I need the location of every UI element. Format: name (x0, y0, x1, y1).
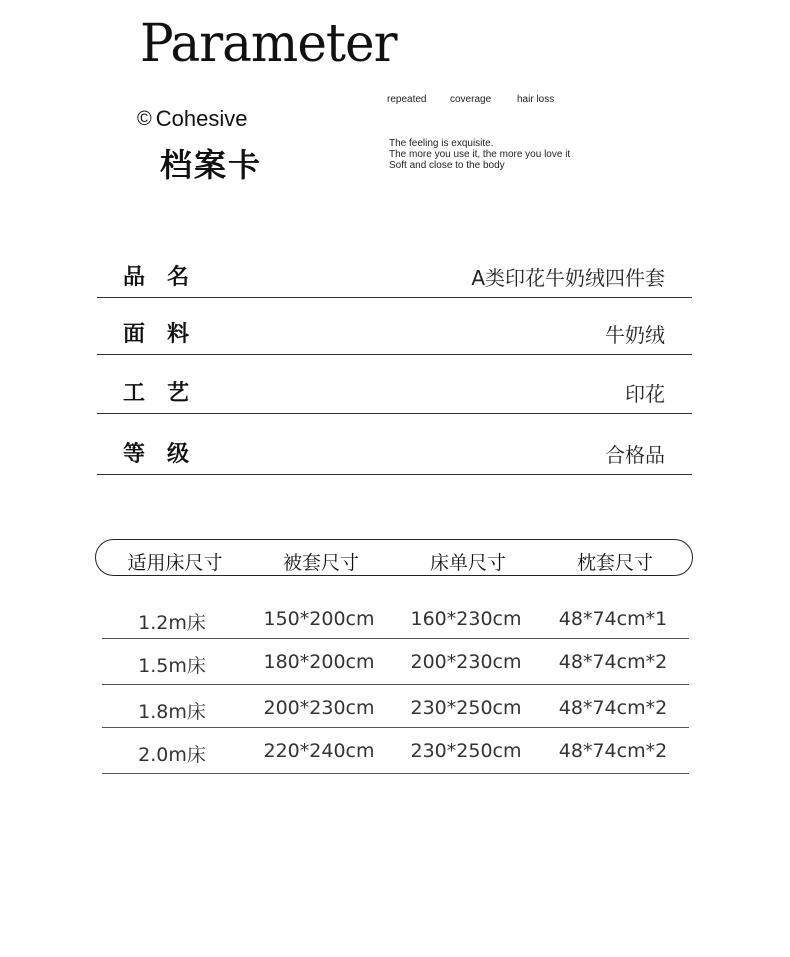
header-bed-size: 适用床尺寸 (127, 552, 223, 574)
table-cell: 1.8m床 (138, 701, 206, 723)
tagline-line: The feeling is exquisite. (389, 138, 494, 149)
table-cell: 1.2m床 (138, 612, 206, 634)
copyright-icon: © (137, 107, 152, 130)
param-value: A类印花牛奶绒四件套 (471, 266, 665, 290)
table-row (102, 639, 689, 685)
table-cell: 220*240cm (263, 740, 375, 762)
tagline-line: The more you use it, the more you love it (389, 149, 571, 160)
table-cell: 230*250cm (410, 740, 522, 762)
tagline-line: Soft and close to the body (389, 160, 505, 171)
param-label: 等级 (123, 442, 212, 467)
table-cell: 1.5m床 (138, 655, 206, 677)
page-title: Parameter (140, 12, 397, 74)
table-cell: 48*74cm*2 (558, 740, 668, 762)
parameter-list (97, 242, 692, 475)
param-label: 品名 (123, 265, 212, 290)
table-cell: 48*74cm*1 (558, 608, 668, 630)
table-cell: 2.0m床 (138, 744, 206, 766)
table-row (102, 685, 689, 728)
param-label: 面料 (123, 322, 212, 347)
brand (137, 106, 247, 132)
param-label: 工艺 (123, 381, 212, 406)
table-cell: 180*200cm (263, 651, 375, 673)
table-cell: 200*230cm (410, 651, 522, 673)
param-row-fabric (97, 298, 692, 355)
param-value: 合格品 (605, 443, 665, 467)
header-sheet-size: 床单尺寸 (429, 552, 507, 574)
table-cell: 48*74cm*2 (558, 651, 668, 673)
param-row-craft (97, 355, 692, 414)
tag-hair-loss: hair loss (517, 94, 555, 105)
param-row-name (97, 242, 692, 298)
tagline (389, 138, 570, 171)
card-title: 档案卡 (160, 146, 263, 184)
table-cell: 48*74cm*2 (558, 697, 668, 719)
table-cell: 230*250cm (410, 697, 522, 719)
param-value: 牛奶绒 (605, 323, 665, 347)
tag-coverage: coverage (450, 94, 492, 105)
table-cell: 160*230cm (410, 608, 522, 630)
table-row (102, 728, 689, 774)
size-table-header (95, 539, 693, 576)
param-value: 印花 (625, 382, 665, 406)
header-duvet-size: 被套尺寸 (282, 552, 360, 574)
header-pillowcase-size: 枕套尺寸 (576, 552, 654, 574)
brand-name: Cohesive (155, 106, 248, 131)
table-row (102, 596, 689, 639)
param-row-grade (97, 414, 692, 475)
tag-repeated: repeated (387, 94, 427, 105)
table-cell: 150*200cm (263, 608, 375, 630)
table-cell: 200*230cm (263, 697, 375, 719)
size-table (102, 596, 689, 774)
